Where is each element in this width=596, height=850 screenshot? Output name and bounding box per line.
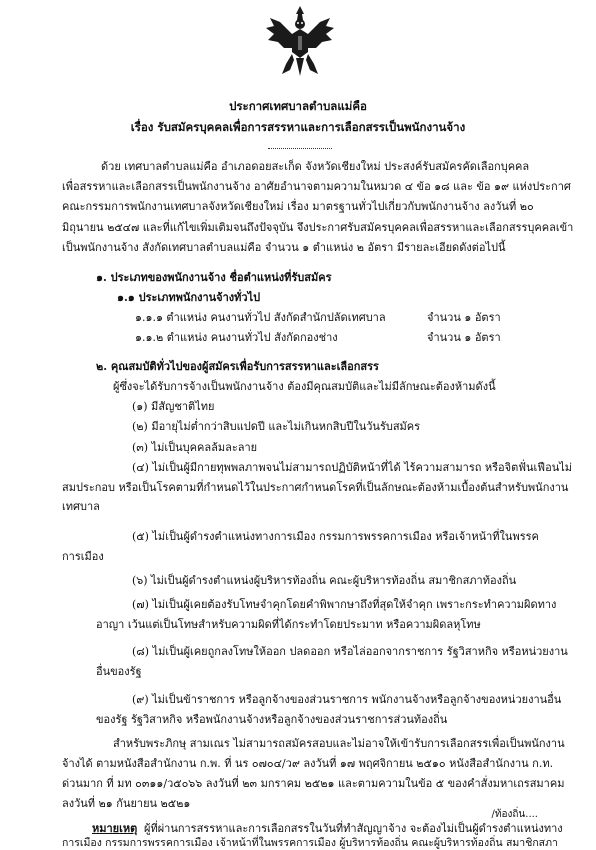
qualification-item-continued: การเมือง: [62, 550, 104, 563]
monk-note-line: ลงวันที่ ๒๑ กันยายน ๒๕๒๑: [62, 797, 191, 810]
intro-line: มิถุนายน ๒๕๔๗ และที่แก้ไขเพิ่มเติมจนถึงปัจจุบัน จึงประกาศรับสมัครบุคคลเพื่อสรรหาและเลือกสรรบุคคลเข้า: [62, 221, 574, 234]
qualification-item: (๒) มีอายุไม่ต่ำกว่าสิบแปดปี และไม่เกินหกสิบปีในวันรับสมัคร: [132, 420, 421, 433]
monk-note-line: ด่วนมาก ที่ มท ๐๓๑๑/ว๕๐๖๖ ลงวันที่ ๒๓ มกราคม ๒๕๒๑ และตามความในข้อ ๕ ของคำสั่งมหาเถรสมาคม: [62, 777, 565, 790]
qualification-item-continued: เทศบาล: [62, 500, 100, 513]
qualification-item: (๕) ไม่เป็นผู้ดำรงตำแหน่งทางการเมือง กรรมการพรรคการเมือง หรือเจ้าหน้าที่ในพรรค: [132, 530, 539, 543]
qualification-item-continued: อื่นของรัฐ: [96, 665, 142, 678]
title-divider: [268, 148, 332, 149]
page-continuation-marker: /ท้องถิ่น....: [491, 809, 538, 820]
monk-note-line: จ้างได้ ตามหนังสือสำนักงาน ก.พ. ที่ นร ๐๗๐๔/ว๙ ลงวันที่ ๑๗ พฤศจิกายน ๒๕๑๐ หนังสือสำนักงาน ก.ท.: [62, 757, 554, 770]
intro-line: เป็นพนักงานจ้าง สังกัดเทศบาลตำบลแม่คือ จำนวน ๑ ตำแหน่ง ๒ อัตรา มีรายละเอียดดังต่อไปนี้: [62, 241, 506, 254]
remark-line: ผู้ที่ผ่านการสรรหาและการเลือกสรรในวันที่ทำสัญญาจ้าง จะต้องไม่เป็นผู้ดำรงตำแหน่งทาง: [144, 822, 563, 835]
garuda-emblem-icon: [262, 4, 338, 78]
qualification-item-continued: สมประกอบ หรือเป็นโรคตามที่กำหนดไว้ในประกาศกำหนดโรคที่เป็นลักษณะต้องห้ามเบื้องต้นสำหรับพนักงาน: [62, 481, 569, 494]
qualification-item-continued: ของรัฐ รัฐวิสาหกิจ หรือพนักงานจ้างหรือลูกจ้างของส่วนราชการส่วนท้องถิ่น: [96, 713, 448, 726]
announcement-subject: เรื่อง รับสมัครบุคคลเพื่อการสรรหาและการเลือกสรรเป็นพนักงานจ้าง: [130, 120, 466, 134]
position-item-count: จำนวน ๑ อัตรา: [427, 311, 501, 324]
qualification-item: (๘) ไม่เป็นผู้เคยถูกลงโทษให้ออก ปลดออก หรือไล่ออกจากราชการ รัฐวิสาหกิจ หรือหน่วยงาน: [132, 645, 568, 658]
section-2-lead: ผู้ซึ่งจะได้รับการจ้างเป็นพนักงานจ้าง ต้องมีคุณสมบัติและไม่มีลักษณะต้องห้ามดังนี้: [113, 380, 496, 393]
intro-line: เพื่อสรรหาและเลือกสรรเป็นพนักงานจ้าง อาศัยอำนาจตามความในหมวด ๔ ข้อ ๑๘ และ ข้อ ๑๙ แห่งประกาศ: [62, 180, 571, 193]
position-item-label: ๑.๑.๑ ตำแหน่ง คนงานทั่วไป สังกัดสำนักปลัดเทศบาล: [135, 311, 386, 324]
qualification-item: (๗) ไม่เป็นผู้เคยต้องรับโทษจำคุกโดยคำพิพากษาถึงที่สุดให้จำคุก เพราะกระทำความผิดทาง: [132, 598, 557, 611]
position-item-count: จำนวน ๑ อัตรา: [427, 331, 501, 344]
intro-line: คณะกรรมการพนักงานเทศบาลจังหวัดเชียงใหม่ เรื่อง มาตรฐานทั่วไปเกี่ยวกับพนักงานจ้าง ลงวันที่ ๒๐: [62, 200, 534, 213]
qualification-item: (๑) มีสัญชาติไทย: [132, 400, 215, 413]
section-1-subheading: ๑.๑ ประเภทพนักงานจ้างทั่วไป: [117, 291, 261, 304]
qualification-item: (๓) ไม่เป็นบุคคลล้มละลาย: [132, 441, 258, 454]
qualification-item: (๙) ไม่เป็นข้าราชการ หรือลูกจ้างของส่วนราชการ พนักงานจ้างหรือลูกจ้างของหน่วยงานอื่น: [132, 693, 562, 706]
qualification-item: (๖) ไม่เป็นผู้ดำรงตำแหน่งผู้บริหารท้องถิ่น คณะผู้บริหารท้องถิ่น สมาชิกสภาท้องถิ่น: [132, 574, 517, 587]
qualification-item-continued: อาญา เว้นแต่เป็นโทษสำหรับความผิดที่ได้กระทำโดยประมาท หรือความผิดลหุโทษ: [96, 618, 481, 631]
section-1-heading: ๑. ประเภทของพนักงานจ้าง ชื่อตำแหน่งที่รับสมัคร: [96, 271, 332, 284]
announcement-title: ประกาศเทศบาลตำบลแม่คือ: [229, 99, 367, 113]
section-2-heading: ๒. คุณสมบัติทั่วไปของผู้สมัครเพื่อรับการสรรหาและเลือกสรร: [96, 360, 379, 373]
remark-line: การเมือง กรรมการพรรคการเมือง เจ้าหน้าที่ในพรรคการเมือง ผู้บริหารท้องถิ่น คณะผู้บริหารท้องถิ่น สมาชิกสภา: [62, 837, 558, 849]
intro-line: ด้วย เทศบาลตำบลแม่คือ อำเภอดอยสะเก็ด จังหวัดเชียงใหม่ ประสงค์รับสมัครคัดเลือกบุคคล: [101, 160, 530, 173]
qualification-item: (๔) ไม่เป็นผู้มีกายทุพพลภาพจนไม่สามารถปฏิบัติหน้าที่ได้ ไร้ความสามารถ หรือจิตฟั่นเฟือนไม่: [132, 461, 573, 474]
position-item-label: ๑.๑.๒ ตำแหน่ง คนงานทั่วไป สังกัดกองช่าง: [135, 331, 338, 344]
monk-note-line: สำหรับพระภิกษุ สามเณร ไม่สามารถสมัครสอบและไม่อาจให้เข้ารับการเลือกสรรเพื่อเป็นพนักงาน: [113, 737, 565, 750]
remark-label: หมายเหตุ: [92, 822, 138, 835]
